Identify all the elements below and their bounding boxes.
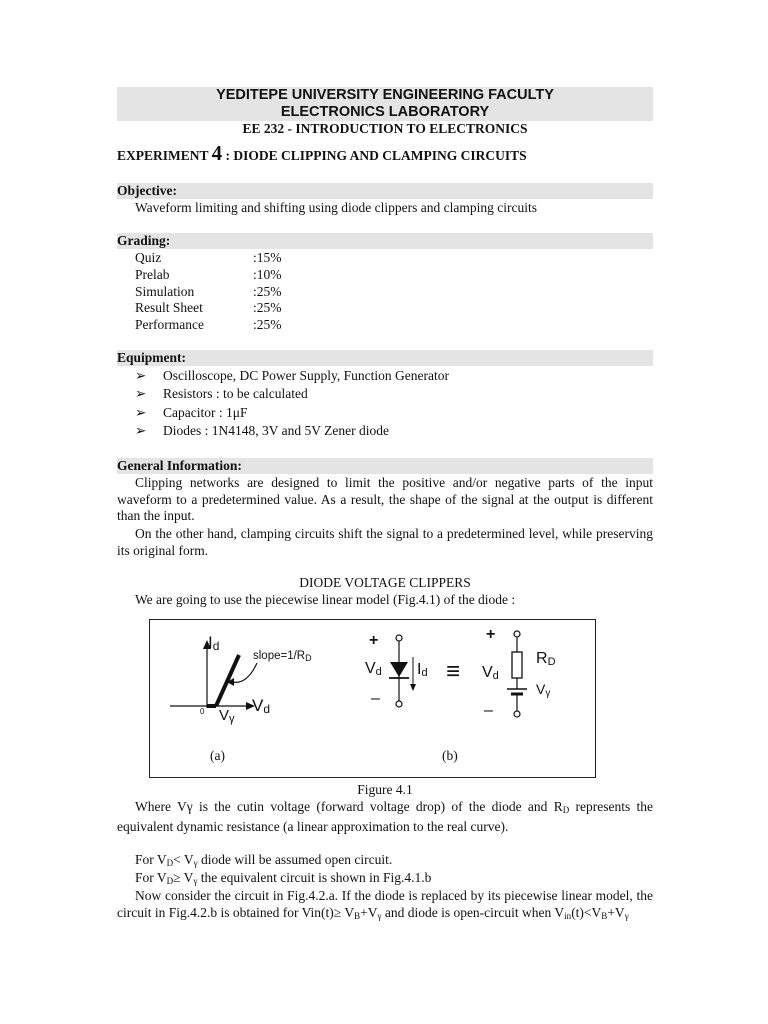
grading-label-simulation: Simulation — [135, 284, 195, 299]
equiv-terminal-top — [514, 631, 520, 637]
figure-4-1 — [149, 619, 596, 778]
objective-heading: Objective: — [117, 183, 177, 198]
grading-label-quiz: Quiz — [135, 250, 162, 265]
general-paragraph-2: On the other hand, clamping circuits shift the signal to a predetermined level, while preserving its original form. — [117, 526, 653, 558]
figure-label-a: (a) — [210, 748, 225, 763]
body-paragraph-2: For $V_D< V_\gamma$ diode will be assumed open circuit. — [135, 852, 393, 868]
equipment-item-text: Resistors : to be calculated — [163, 386, 308, 401]
origin-label: 0 — [200, 707, 205, 716]
general-heading: General Information: — [117, 458, 242, 473]
diode-minus-label: – — [371, 690, 380, 707]
equiv-minus-label: – — [484, 702, 493, 719]
grading-label-performance: Performance — [135, 317, 204, 332]
arrow-bullet-icon: ➢ — [135, 423, 147, 438]
equipment-item — [135, 386, 308, 402]
characteristic-slope — [216, 655, 239, 706]
vd-axis-label: $V_d$ — [252, 696, 271, 716]
body-paragraph-4: Now consider the circuit in Fig.4.2.a. If the diode is replaced by its piecewise linear model, the circuit in Fig.4.2.b is obtained for $Vin(t)\ge V_B+V_\gamma$ and diode is open-circuit when $V_{in}(t)<V_B+V_\gamma$ — [117, 888, 653, 921]
experiment-number: 4 — [211, 141, 223, 165]
clippers-intro: We are going to use the piecewise linear model (Fig.4.1) of the diode : — [135, 592, 516, 607]
slope-label: $slope=1/R_D$ — [253, 650, 312, 663]
vgamma-label: $V_\gamma$ — [219, 707, 235, 725]
lab-title: ELECTRONICS LABORATORY — [280, 104, 490, 120]
objective-band — [117, 183, 653, 199]
equipment-item — [135, 423, 389, 439]
resistor-rd — [512, 652, 522, 678]
figure-label-b: (b) — [442, 748, 458, 763]
equipment-band — [117, 350, 653, 366]
equipment-item-text: Oscilloscope, DC Power Supply, Function Generator — [163, 368, 449, 383]
clippers-heading: DIODE VOLTAGE CLIPPERS — [299, 575, 471, 590]
grading-value-performance: :25% — [253, 317, 282, 332]
equipment-item — [135, 368, 449, 384]
grading-value-simulation: :25% — [253, 284, 282, 299]
equiv-plus-label: + — [486, 626, 496, 643]
course-title: EE 232 - INTRODUCTION TO ELECTRONICS — [242, 121, 528, 136]
equiv-terminal-bottom — [514, 711, 520, 717]
experiment-name: : DIODE CLIPPING AND CLAMPING CIRCUITS — [222, 148, 527, 163]
grading-label-prelab: Prelab — [135, 267, 170, 282]
equipment-item-text: Capacitor : 1μF — [163, 405, 248, 420]
rd-label: $R_D$ — [536, 650, 556, 668]
grading-band — [117, 233, 653, 249]
body-paragraph-3: For $V_D\ge V_\gamma$ the equivalent circuit is shown in Fig.4.1.b — [135, 870, 432, 886]
grading-value-prelab: :10% — [253, 267, 282, 282]
arrow-bullet-icon: ➢ — [135, 386, 147, 401]
equipment-item-text: Diodes : 1N4148, 3V and 5V Zener diode — [163, 423, 389, 438]
diode-id-label: $I_d$ — [417, 661, 428, 679]
equiv-vgamma-label: $V_\gamma$ — [536, 681, 551, 699]
body-paragraph-1: Where Vγ is the cutin voltage (forward voltage drop) of the diode and $R_D$ represents the equivalent dynamic resistance (a linear approximation to the real curve). — [117, 799, 653, 834]
current-arrow-icon — [410, 684, 416, 691]
diode-terminal-top — [396, 635, 402, 641]
arrow-bullet-icon: ➢ — [135, 405, 147, 420]
general-paragraph-1: Clipping networks are designed to limit the positive and/or negative parts of the input waveform to a predetermined value. As a result, the shape of the signal at the output is different than the input. — [117, 475, 653, 524]
diode-plus-label: + — [369, 632, 379, 649]
university-title: YEDITEPE UNIVERSITY ENGINEERING FACULTY — [216, 87, 554, 103]
figure-caption: Figure 4.1 — [357, 782, 413, 797]
equiv-vd-label: $V_d$ — [482, 664, 499, 682]
equipment-item — [135, 405, 247, 421]
objective-text: Waveform limiting and shifting using diode clippers and clamping circuits — [135, 200, 537, 215]
diode-vd-label: $V_d$ — [365, 660, 382, 678]
grading-label-result-sheet: Result Sheet — [135, 300, 203, 315]
grading-heading: Grading: — [117, 233, 171, 248]
grading-value-result-sheet: :25% — [253, 300, 282, 315]
grading-value-quiz: :15% — [253, 250, 282, 265]
diode-terminal-bottom — [396, 701, 402, 707]
equivalence-symbol: ≡ — [446, 658, 461, 685]
experiment-prefix: EXPERIMENT — [117, 148, 212, 163]
id-axis-label: $I_d$ — [208, 633, 220, 653]
experiment-title — [117, 141, 527, 166]
equipment-heading: Equipment: — [117, 350, 187, 365]
arrow-bullet-icon: ➢ — [135, 368, 147, 383]
diode-triangle-icon — [390, 662, 408, 677]
